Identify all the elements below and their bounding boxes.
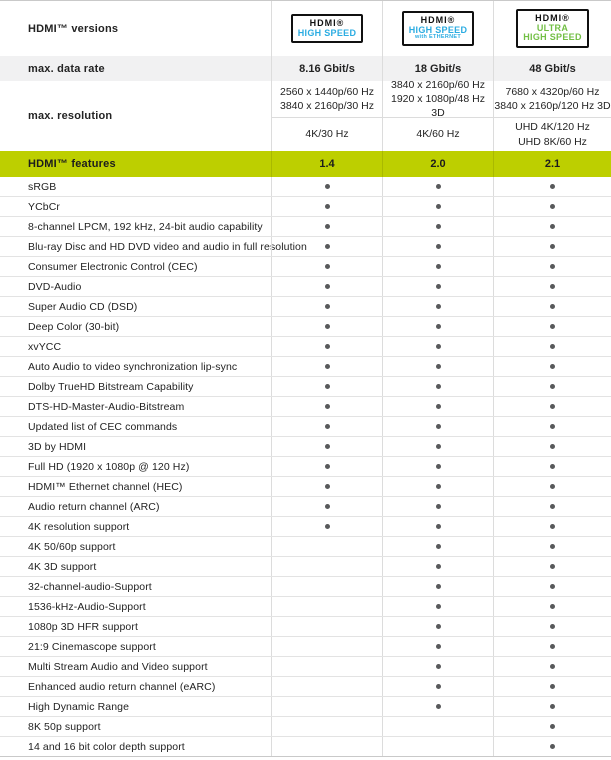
feature-support-cell: [382, 237, 493, 256]
table-row: [0, 437, 611, 457]
support-dot-icon: [436, 364, 441, 369]
logo-ethernet-label: with ETHERNET: [414, 34, 462, 41]
feature-support-cell: [382, 397, 493, 416]
feature-support-cell: [493, 357, 611, 376]
feature-support-cell: [382, 597, 493, 616]
uhd-line: 4K/30 Hz: [305, 128, 349, 141]
feature-support-cell: [271, 517, 382, 536]
table-row: [0, 597, 611, 617]
support-dot-icon: [436, 604, 441, 609]
table-row: [0, 617, 611, 637]
support-dot-icon: [436, 684, 441, 689]
feature-support-cell: [382, 617, 493, 636]
feature-support-cell: [382, 297, 493, 316]
table-row: [0, 517, 611, 537]
support-dot-icon: [325, 204, 330, 209]
feature-support-cell: [271, 597, 382, 616]
feature-support-cell: [493, 337, 611, 356]
feature-support-cell: [382, 457, 493, 476]
feature-label: 14 and 16 bit color depth support: [28, 740, 185, 753]
feature-support-cell: [493, 637, 611, 656]
feature-label: Updated list of CEC commands: [28, 420, 178, 433]
feature-support-cell: [271, 477, 382, 496]
data-rate-label: max. data rate: [28, 62, 105, 75]
feature-label: 32-channel-audio-Support: [28, 580, 152, 593]
feature-label: Blu-ray Disc and HD DVD video and audio in full resolution: [28, 240, 307, 253]
support-dot-icon: [550, 184, 555, 189]
support-dot-icon: [325, 424, 330, 429]
feature-label: Enhanced audio return channel (eARC): [28, 680, 216, 693]
feature-support-cell: [382, 517, 493, 536]
support-dot-icon: [436, 624, 441, 629]
support-dot-icon: [325, 344, 330, 349]
resolution-line: 2560 x 1440p/60 Hz: [280, 85, 374, 98]
table-row: [0, 577, 611, 597]
table-row: [0, 217, 611, 237]
feature-support-cell: [271, 617, 382, 636]
support-dot-icon: [325, 264, 330, 269]
feature-support-cell: [382, 537, 493, 556]
feature-label: Auto Audio to video synchronization lip-sync: [28, 360, 238, 373]
feature-support-cell: [493, 237, 611, 256]
feature-support-cell: [271, 737, 382, 756]
logo-speed-label: HIGH SPEED: [408, 24, 468, 35]
table-row: [0, 557, 611, 577]
feature-support-cell: [382, 357, 493, 376]
table-row: [0, 277, 611, 297]
feature-rows: [0, 177, 611, 757]
support-dot-icon: [550, 584, 555, 589]
feature-support-cell: [382, 337, 493, 356]
support-dot-icon: [325, 184, 330, 189]
support-dot-icon: [550, 704, 555, 709]
support-dot-icon: [550, 624, 555, 629]
resolution-modes-hdmi21: [493, 81, 611, 117]
support-dot-icon: [550, 224, 555, 229]
table-row: [0, 697, 611, 717]
feature-support-cell: [493, 457, 611, 476]
feature-support-cell: [271, 557, 382, 576]
table-row: [0, 237, 611, 257]
logo-ultra-label: ULTRA: [536, 22, 569, 33]
resolution-modes-hdmi20: [382, 78, 493, 120]
feature-support-cell: [271, 497, 382, 516]
features-header-row: [0, 151, 611, 177]
support-dot-icon: [436, 504, 441, 509]
resolution-uhd-hdmi20: [382, 117, 493, 151]
hdmi-wordmark-icon: HDMI®: [535, 13, 570, 24]
support-dot-icon: [436, 544, 441, 549]
support-dot-icon: [550, 604, 555, 609]
resolution-line: 3840 x 2160p/120 Hz 3D: [494, 100, 611, 112]
feature-support-cell: [382, 197, 493, 216]
versions-row: [0, 1, 611, 56]
feature-support-cell: [271, 437, 382, 456]
support-dot-icon: [436, 344, 441, 349]
hdmi-wordmark-icon: HDMI®: [309, 18, 345, 29]
support-dot-icon: [325, 404, 330, 409]
support-dot-icon: [436, 644, 441, 649]
feature-support-cell: [271, 357, 382, 376]
feature-label: Dolby TrueHD Bitstream Capability: [28, 380, 194, 393]
versions-cell-hdmi21: [493, 1, 611, 56]
support-dot-icon: [436, 704, 441, 709]
version-number-20: 2.0: [382, 151, 493, 177]
feature-support-cell: [382, 377, 493, 396]
support-dot-icon: [436, 284, 441, 289]
support-dot-icon: [436, 404, 441, 409]
support-dot-icon: [436, 424, 441, 429]
versions-row-label: HDMI™ versions: [28, 22, 119, 35]
table-row: [0, 337, 611, 357]
support-dot-icon: [550, 544, 555, 549]
feature-support-cell: [382, 437, 493, 456]
feature-support-cell: [493, 737, 611, 756]
features-header-label: HDMI™ features: [28, 158, 116, 170]
feature-support-cell: [382, 717, 493, 736]
feature-support-cell: [493, 177, 611, 196]
support-dot-icon: [550, 724, 555, 729]
feature-support-cell: [271, 537, 382, 556]
feature-support-cell: [382, 217, 493, 236]
feature-support-cell: [271, 277, 382, 296]
support-dot-icon: [550, 564, 555, 569]
support-dot-icon: [550, 344, 555, 349]
feature-support-cell: [271, 397, 382, 416]
feature-support-cell: [382, 577, 493, 596]
support-dot-icon: [436, 184, 441, 189]
feature-label: 21:9 Cinemascope support: [28, 640, 156, 653]
support-dot-icon: [436, 524, 441, 529]
feature-support-cell: [271, 237, 382, 256]
support-dot-icon: [550, 504, 555, 509]
table-row: [0, 357, 611, 377]
logo-speed-label: HIGH SPEED: [523, 32, 582, 43]
support-dot-icon: [550, 404, 555, 409]
support-dot-icon: [436, 264, 441, 269]
support-dot-icon: [325, 224, 330, 229]
support-dot-icon: [325, 284, 330, 289]
feature-label: xvYCC: [28, 340, 62, 353]
feature-support-cell: [382, 317, 493, 336]
support-dot-icon: [325, 244, 330, 249]
logo-speed-label: HIGH SPEED: [297, 27, 357, 38]
feature-support-cell: [271, 257, 382, 276]
hdmi-wordmark-icon: HDMI®: [420, 15, 456, 26]
table-row: [0, 677, 611, 697]
feature-support-cell: [271, 577, 382, 596]
feature-support-cell: [493, 317, 611, 336]
table-row: [0, 497, 611, 517]
uhd-line: 4K/60 Hz: [416, 128, 460, 141]
feature-support-cell: [493, 217, 611, 236]
feature-label: Full HD (1920 x 1080p @ 120 Hz): [28, 460, 190, 473]
support-dot-icon: [550, 484, 555, 489]
feature-support-cell: [382, 417, 493, 436]
feature-support-cell: [271, 677, 382, 696]
feature-support-cell: [271, 217, 382, 236]
feature-support-cell: [271, 297, 382, 316]
resolution-uhd-hdmi14: [271, 117, 382, 151]
feature-support-cell: [493, 677, 611, 696]
uhd-line: UHD 8K/60 Hz: [518, 135, 587, 148]
feature-label: 4K 3D support: [28, 560, 97, 573]
feature-label: HDMI™ Ethernet channel (HEC): [28, 480, 183, 493]
feature-label: 1080p 3D HFR support: [28, 620, 138, 633]
table-row: [0, 317, 611, 337]
feature-label: Consumer Electronic Control (CEC): [28, 260, 198, 273]
feature-support-cell: [271, 177, 382, 196]
support-dot-icon: [436, 204, 441, 209]
feature-support-cell: [493, 717, 611, 736]
support-dot-icon: [436, 324, 441, 329]
feature-support-cell: [382, 277, 493, 296]
feature-label: 3D by HDMI: [28, 440, 87, 453]
support-dot-icon: [550, 324, 555, 329]
table-row: [0, 417, 611, 437]
support-dot-icon: [550, 664, 555, 669]
support-dot-icon: [436, 484, 441, 489]
support-dot-icon: [550, 244, 555, 249]
feature-support-cell: [493, 697, 611, 716]
support-dot-icon: [325, 384, 330, 389]
feature-label: 8K 50p support: [28, 720, 101, 733]
support-dot-icon: [436, 464, 441, 469]
support-dot-icon: [550, 644, 555, 649]
feature-support-cell: [271, 717, 382, 736]
support-dot-icon: [550, 464, 555, 469]
feature-label: Deep Color (30-bit): [28, 320, 120, 333]
support-dot-icon: [325, 464, 330, 469]
table-row: [0, 657, 611, 677]
support-dot-icon: [436, 244, 441, 249]
feature-support-cell: [493, 557, 611, 576]
resolution-modes-hdmi14: [271, 81, 382, 117]
support-dot-icon: [436, 224, 441, 229]
feature-label: sRGB: [28, 180, 57, 193]
support-dot-icon: [436, 384, 441, 389]
data-rate-hdmi21: 48 Gbit/s: [493, 56, 611, 81]
resolution-uhd-hdmi21: [493, 117, 611, 151]
feature-support-cell: [493, 437, 611, 456]
support-dot-icon: [550, 424, 555, 429]
feature-support-cell: [493, 577, 611, 596]
support-dot-icon: [325, 484, 330, 489]
hdmi-ultra-high-speed-logo: [516, 9, 589, 47]
support-dot-icon: [550, 304, 555, 309]
feature-label: 8-channel LPCM, 192 kHz, 24-bit audio capability: [28, 220, 263, 233]
support-dot-icon: [436, 564, 441, 569]
support-dot-icon: [550, 444, 555, 449]
support-dot-icon: [325, 324, 330, 329]
feature-support-cell: [382, 257, 493, 276]
support-dot-icon: [325, 364, 330, 369]
table-row: [0, 397, 611, 417]
feature-support-cell: [382, 697, 493, 716]
feature-support-cell: [493, 197, 611, 216]
feature-support-cell: [493, 657, 611, 676]
support-dot-icon: [325, 304, 330, 309]
feature-support-cell: [271, 317, 382, 336]
feature-label: 4K 50/60p support: [28, 540, 116, 553]
feature-support-cell: [493, 537, 611, 556]
support-dot-icon: [325, 524, 330, 529]
table-row: [0, 637, 611, 657]
support-dot-icon: [550, 684, 555, 689]
version-number-14: 1.4: [271, 151, 382, 177]
resolution-line: 3840 x 2160p/60 Hz: [391, 78, 485, 91]
feature-support-cell: [271, 337, 382, 356]
feature-support-cell: [271, 457, 382, 476]
resolution-line: 3840 x 2160p/30 Hz: [280, 100, 374, 112]
feature-support-cell: [382, 557, 493, 576]
feature-support-cell: [271, 657, 382, 676]
feature-support-cell: [271, 637, 382, 656]
hdmi-high-speed-ethernet-logo: [402, 11, 475, 46]
feature-support-cell: [382, 497, 493, 516]
versions-cell-hdmi20: [382, 1, 493, 56]
support-dot-icon: [550, 384, 555, 389]
table-row: [0, 737, 611, 757]
feature-support-cell: [493, 617, 611, 636]
support-dot-icon: [436, 444, 441, 449]
feature-label: High Dynamic Range: [28, 700, 130, 713]
feature-support-cell: [382, 477, 493, 496]
version-number-21: 2.1: [493, 151, 611, 177]
feature-support-cell: [493, 397, 611, 416]
feature-label: YCbCr: [28, 200, 61, 213]
feature-support-cell: [382, 677, 493, 696]
feature-support-cell: [493, 297, 611, 316]
support-dot-icon: [550, 284, 555, 289]
feature-label: Super Audio CD (DSD): [28, 300, 138, 313]
support-dot-icon: [436, 664, 441, 669]
support-dot-icon: [550, 204, 555, 209]
resolution-label: max. resolution: [28, 110, 113, 122]
hdmi-high-speed-logo: [291, 14, 364, 43]
table-row: [0, 297, 611, 317]
support-dot-icon: [325, 504, 330, 509]
feature-support-cell: [493, 477, 611, 496]
feature-support-cell: [493, 597, 611, 616]
table-row: [0, 377, 611, 397]
feature-support-cell: [493, 517, 611, 536]
versions-cell-hdmi14: [271, 1, 382, 56]
table-row: [0, 177, 611, 197]
feature-support-cell: [382, 177, 493, 196]
feature-support-cell: [271, 377, 382, 396]
feature-label: Multi Stream Audio and Video support: [28, 660, 208, 673]
resolution-line: 7680 x 4320p/60 Hz: [505, 85, 600, 98]
feature-support-cell: [271, 697, 382, 716]
resolution-row: [0, 78, 611, 151]
feature-support-cell: [382, 657, 493, 676]
data-rate-row: [0, 56, 611, 81]
feature-support-cell: [493, 417, 611, 436]
data-rate-hdmi20: 18 Gbit/s: [382, 56, 493, 81]
feature-label: DTS-HD-Master-Audio-Bitstream: [28, 400, 185, 413]
support-dot-icon: [436, 584, 441, 589]
feature-support-cell: [493, 377, 611, 396]
feature-label: DVD-Audio: [28, 280, 82, 293]
feature-support-cell: [493, 257, 611, 276]
feature-support-cell: [493, 277, 611, 296]
support-dot-icon: [325, 444, 330, 449]
support-dot-icon: [550, 364, 555, 369]
data-rate-hdmi14: 8.16 Gbit/s: [271, 56, 382, 81]
table-row: [0, 477, 611, 497]
feature-label: 4K resolution support: [28, 520, 130, 533]
feature-support-cell: [382, 637, 493, 656]
feature-support-cell: [382, 737, 493, 756]
table-row: [0, 457, 611, 477]
table-row: [0, 197, 611, 217]
table-row: [0, 537, 611, 557]
feature-label: Audio return channel (ARC): [28, 500, 160, 513]
feature-support-cell: [493, 497, 611, 516]
feature-label: 1536-kHz-Audio-Support: [28, 600, 146, 613]
support-dot-icon: [550, 264, 555, 269]
table-row: [0, 257, 611, 277]
resolution-line: 1920 x 1080p/48 Hz 3D: [391, 92, 485, 120]
support-dot-icon: [550, 744, 555, 749]
support-dot-icon: [550, 524, 555, 529]
uhd-line: UHD 4K/120 Hz: [515, 120, 590, 133]
feature-support-cell: [271, 417, 382, 436]
feature-support-cell: [271, 197, 382, 216]
table-row: [0, 717, 611, 737]
support-dot-icon: [436, 304, 441, 309]
